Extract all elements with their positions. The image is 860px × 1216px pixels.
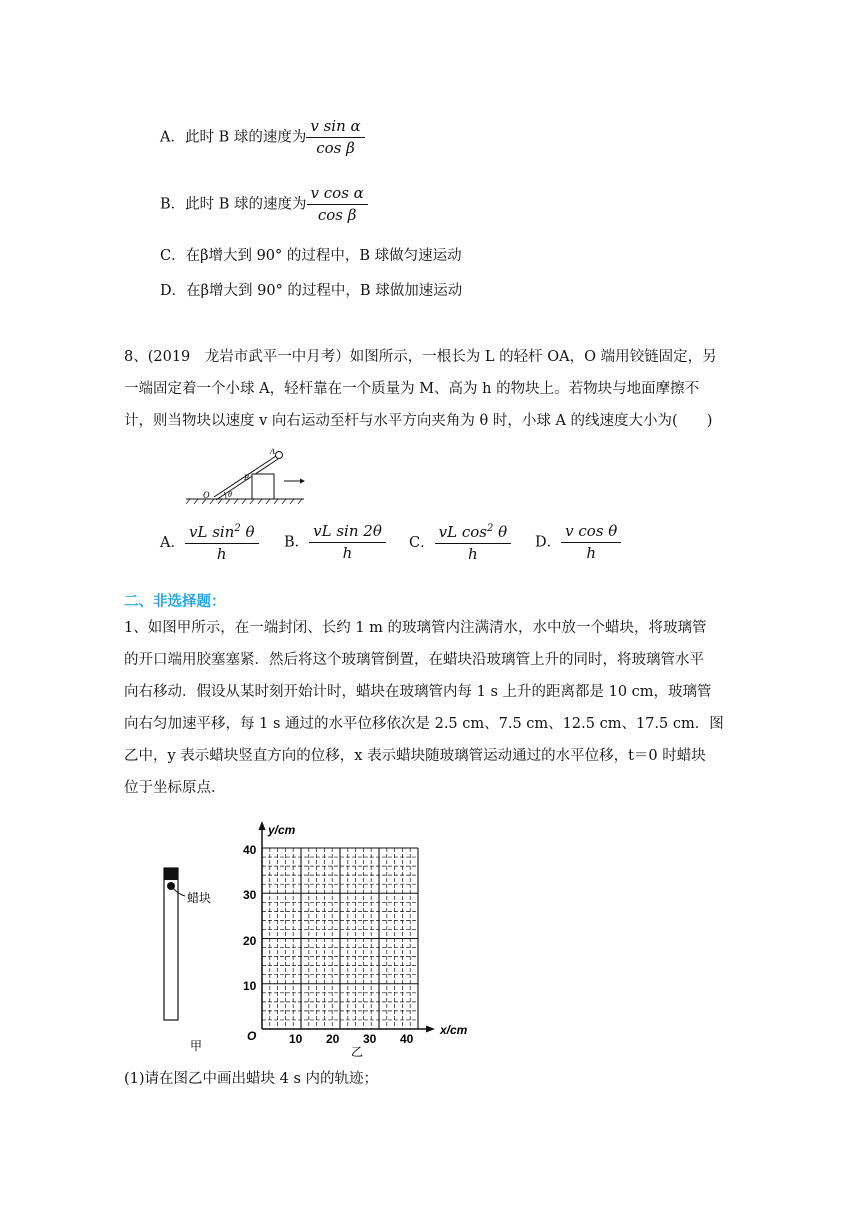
label-o: O	[203, 490, 210, 500]
figure-jia	[150, 860, 240, 1055]
q8-figure	[186, 446, 316, 506]
q7-option-c: C．在β增大到 90° 的过程中，B 球做匀速运动	[160, 248, 462, 264]
q1-stem	[124, 612, 744, 804]
q1-stem-line-1: 1、如图甲所示，在一端封闭、长约 1 m 的玻璃管内注满清水，水中放一个蜡块，将玻璃管	[124, 620, 707, 636]
q7-option-b	[160, 186, 368, 223]
q8-option-a-denominator: h	[216, 545, 227, 563]
q8-option-b	[284, 524, 386, 561]
q1-stem-line-4: 向右匀加速平移，每 1 s 通过的水平位移依次是 2.5 cm、7.5 cm、12.5 cm、17.5 cm．图	[124, 716, 724, 732]
yi-label: 乙	[351, 1045, 364, 1058]
q8-option-c-fraction	[435, 524, 512, 562]
q8-option-a-numerator	[185, 524, 259, 544]
q8-option-a-fraction	[185, 524, 259, 562]
figure-yi	[238, 818, 478, 1058]
x-tick-30: 30	[363, 1032, 377, 1046]
q7-option-a-label: A．此时 B 球的速度为	[160, 129, 307, 146]
q7-option-a-denominator: cos β	[316, 139, 355, 157]
q8-option-d-denominator: h	[586, 544, 597, 562]
y-tick-20: 20	[243, 934, 257, 948]
ball-a	[276, 452, 283, 459]
y-tick-40: 40	[243, 843, 257, 857]
block	[252, 474, 274, 499]
q8-stem-line-3: 计，则当物块以速度 v 向右运动至杆与水平方向夹角为 θ 时，小球 A 的线速度大小为( )	[124, 413, 713, 429]
q8-option-b-label: B．	[284, 534, 310, 551]
label-a: A	[270, 447, 275, 456]
y-tick-30: 30	[243, 888, 257, 902]
q7-option-b-denominator: cos β	[317, 206, 357, 224]
x-tick-20: 20	[326, 1032, 340, 1046]
x-axis-label: x/cm	[440, 1023, 468, 1037]
velocity-arrowhead	[300, 479, 305, 484]
grid	[262, 848, 418, 1029]
q8-option-a-label: A．	[160, 534, 185, 551]
y-tick-10: 10	[243, 979, 257, 993]
q8-option-a	[160, 524, 259, 562]
q8-option-c-numerator	[435, 524, 512, 544]
x-tick-40: 40	[400, 1032, 414, 1046]
q1-stem-line-6: 位于坐标原点．	[124, 780, 226, 796]
q8-option-d-label: D．	[535, 534, 562, 551]
label-b: B	[244, 473, 249, 482]
q1-stem-line-3: 向右移动．假设从某时刻开始计时，蜡块在玻璃管内每 1 s 上升的距离都是 10 cm，玻璃管	[124, 684, 712, 700]
q7-option-d: D．在β增大到 90° 的过程中，B 球做加速运动	[160, 283, 463, 299]
q7-option-b-fraction	[307, 186, 368, 223]
x-tick-10: 10	[289, 1032, 303, 1046]
q8-option-a-sup: 2	[234, 523, 241, 534]
wax-label: 蜡块	[187, 891, 212, 905]
jia-label: 甲	[190, 1039, 203, 1053]
q8-option-a-num-b: θ	[240, 523, 255, 541]
q8-option-d-fraction	[561, 524, 621, 561]
q7-option-b-numerator: v cos α	[307, 186, 368, 205]
q7-option-a-numerator: v sin α	[306, 119, 364, 138]
y-axis-arrow	[259, 821, 266, 830]
q8-option-c-label: C．	[409, 534, 435, 551]
q7-option-b-label: B．此时 B 球的速度为	[160, 196, 307, 213]
q8-option-a-num-a: vL sin	[188, 523, 235, 541]
q8-option-c-num-b: θ	[493, 523, 508, 541]
q8-option-d	[535, 524, 621, 561]
q8-stem-line-1: 8、(2019 龙岩市武平一中月考）如图所示，一根长为 L 的轻杆 OA，O 端用铰链固定，另	[124, 349, 717, 365]
label-theta: θ	[228, 490, 232, 499]
q8-option-b-numerator: vL sin 2θ	[309, 524, 386, 543]
q7-option-a-fraction	[306, 119, 364, 156]
q8-option-b-denominator: h	[342, 544, 353, 562]
q8-option-c-denominator: h	[468, 545, 478, 563]
q8-option-c-num-a: vL cos	[438, 523, 487, 541]
q8-option-b-fraction	[309, 524, 386, 561]
tube-stopper	[164, 868, 178, 880]
q1-stem-line-5: 乙中，y 表示蜡块竖直方向的位移，x 表示蜡块随玻璃管运动通过的水平位移，t＝0 时蜡块	[124, 748, 706, 764]
q8-option-c-sup: 2	[486, 523, 494, 534]
q8-stem-line-2: 一端固定着一个小球 A，轻杆靠在一个质量为 M、高为 h 的物块上。若物块与地面摩擦不	[124, 381, 700, 397]
origin-label: O	[247, 1029, 257, 1043]
q8-option-d-numerator: v cos θ	[561, 524, 621, 543]
q7-option-a	[160, 119, 365, 156]
q8-option-c	[409, 524, 511, 562]
q1-stem-line-2: 的开口端用胶塞塞紧．然后将这个玻璃管倒置，在蜡块沿玻璃管上升的同时，将玻璃管水平	[124, 652, 704, 668]
y-axis-label: y/cm	[268, 823, 296, 837]
x-axis-arrow	[426, 1026, 435, 1033]
q8-stem	[124, 341, 744, 437]
sub-question-1: (1)请在图乙中画出蜡块 4 s 内的轨迹；	[124, 1071, 379, 1087]
section-heading: 二、非选择题：	[124, 594, 226, 610]
